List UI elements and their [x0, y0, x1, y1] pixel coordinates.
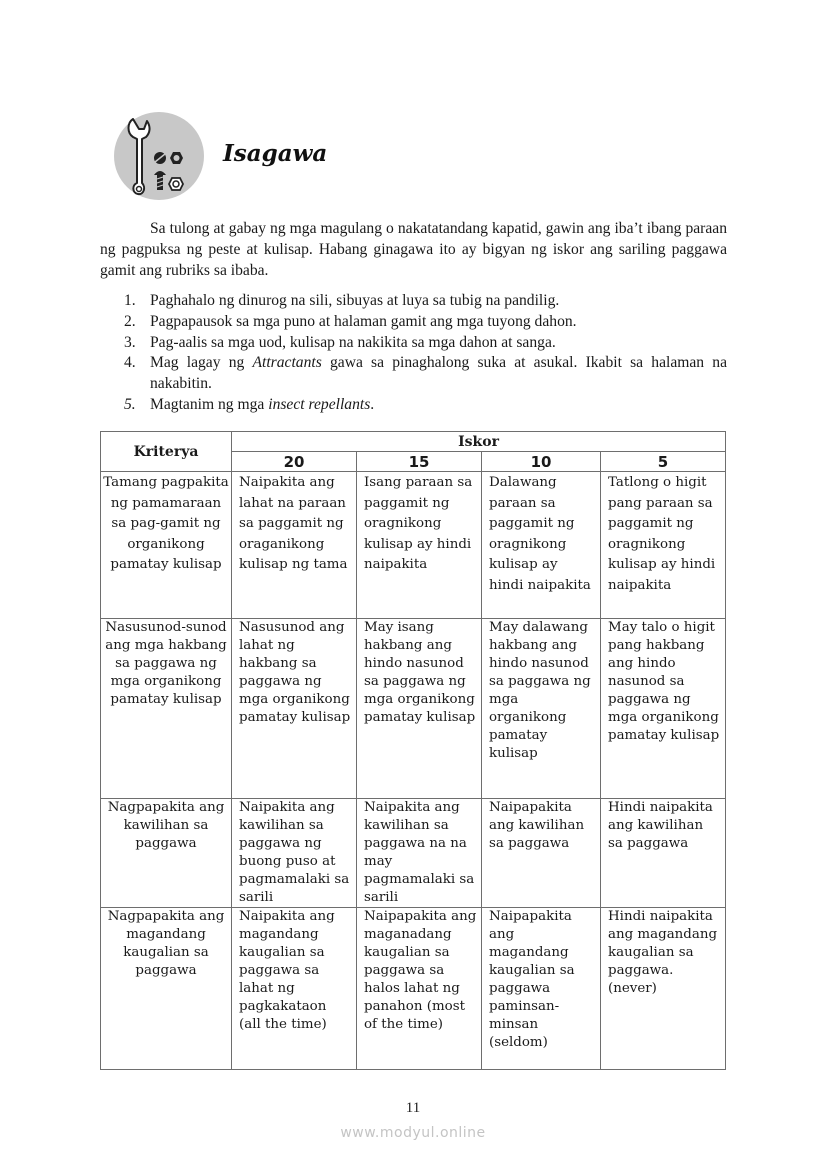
step-text-post: . [370, 395, 375, 413]
step-text [150, 396, 374, 413]
step-text-pre: Mag lagay ng [150, 354, 253, 372]
step-number: 1. [124, 292, 136, 309]
rubric-table [100, 431, 726, 1070]
criteria-header: Kriterya [101, 432, 232, 472]
rubric-cell: Naipapakita ang maganadang kaugalian sa paggawa sa halos lahat ng panahon (most of the time) [357, 908, 482, 1070]
step-item [124, 395, 727, 416]
step-item [124, 291, 727, 312]
rubric-cell: Naipakita ang kawilihan sa paggawa na na may pagmamalaki sa sarili [357, 799, 482, 908]
step-number: 5. [124, 395, 136, 413]
rubric-cell: Naipapakita ang kawilihan sa paggawa [482, 799, 601, 908]
rubric-cell: Nasusunod ang lahat ng hakbang sa paggawa ng mga organikong pamatay kulisap [232, 619, 357, 799]
rubric-cell: May talo o higit pang hakbang ang hindo nasunod sa paggawa ng mga organikong pamatay kulisap [601, 619, 726, 799]
section-title: Isagawa [223, 140, 328, 167]
table-row [101, 619, 726, 799]
criteria-cell: Nagpapakita ang magandang kaugalian sa paggawa [101, 908, 232, 1070]
step-number: 3. [124, 333, 136, 351]
page-number: 11 [405, 1100, 421, 1116]
score-15: 15 [357, 452, 482, 472]
criteria-cell: Nagpapakita ang kawilihan sa paggawa [101, 799, 232, 908]
rubric-cell: Dalawang paraan sa paggamit ng oragnikong kulisap ay hindi naipakita [482, 472, 601, 619]
step-text-emphasis: insect repellants [268, 395, 371, 413]
step-number: 2. [124, 312, 136, 330]
rubric-cell: Naipapakita ang magandang kaugalian sa paggawa paminsan-minsan (seldom) [482, 908, 601, 1070]
rubric-cell: Isang paraan sa paggamit ng oragnikong kulisap ay hindi naipakita [357, 472, 482, 619]
step-item [124, 333, 727, 354]
score-5: 5 [601, 452, 726, 472]
step-text: Pagpapausok sa mga puno at halaman gamit ang mga tuyong dahon. [150, 312, 577, 330]
steps-list [124, 291, 727, 416]
step-item [124, 312, 727, 333]
rubric-cell: Naipakita ang magandang kaugalian sa paggawa sa lahat ng pagkakataon (all the time) [232, 908, 357, 1070]
step-number: 4. [124, 354, 136, 372]
rubric-cell: Tatlong o higit pang paraan sa paggamit ng oragnikong kulisap ay hindi naipakita [601, 472, 726, 619]
score-10: 10 [482, 452, 601, 472]
score-header: Iskor [232, 432, 726, 452]
intro-paragraph: Sa tulong at gabay ng mga magulang o nakatatandang kapatid, gawin ang iba’t ibang paraan ng pagpuksa ng peste at kulisap. Habang ginagawa ito ay bigyan ng iskor ang sariling paggawa gamit ang rubriks sa ibaba. [100, 220, 727, 279]
step-text-post: gawa sa pinaghalong suka at asukal. Ikabit sa halaman na nakabitin. [150, 354, 727, 393]
header-row [101, 432, 726, 452]
watermark: www.modyul.online [340, 1125, 486, 1141]
step-text-pre: Magtanim ng mga [150, 395, 269, 413]
score-20: 20 [232, 452, 357, 472]
rubric-cell: Hindi naipakita ang kawilihan sa paggawa [601, 799, 726, 908]
step-text-emphasis: Attractants [252, 354, 322, 372]
step-text: Paghahalo ng dinurog na sili, sibuyas at luya sa tubig na pandilig. [150, 292, 560, 309]
step-text [150, 354, 727, 392]
criteria-cell: Nasusunod-sunod ang mga hakbang sa paggawa ng mga organikong pamatay kulisap [101, 619, 232, 799]
rubric-cell: Naipakita ang kawilihan sa paggawa ng buong puso at pagmamalaki sa sarili [232, 799, 357, 908]
rubric-cell: May isang hakbang ang hindo nasunod sa paggawa ng mga organikong pamatay kulisap [357, 619, 482, 799]
step-item [124, 353, 727, 395]
criteria-cell: Tamang pagpakita ng pamamaraan sa pag-gamit ng organikong pamatay kulisap [101, 472, 232, 619]
table-row [101, 472, 726, 619]
tools-icon [113, 111, 205, 201]
rubric-cell: May dalawang hakbang ang hindo nasunod sa paggawa ng mga organikong pamatay kulisap [482, 619, 601, 799]
rubric-cell: Hindi naipakita ang magandang kaugalian sa paggawa. (never) [601, 908, 726, 1070]
table-row [101, 799, 726, 908]
step-text: Pag-aalis sa mga uod, kulisap na nakikita sa mga dahon at sanga. [150, 333, 556, 351]
rubric-cell: Naipakita ang lahat na paraan sa paggamit ng oraganikong kulisap ng tama [232, 472, 357, 619]
table-row [101, 908, 726, 1070]
